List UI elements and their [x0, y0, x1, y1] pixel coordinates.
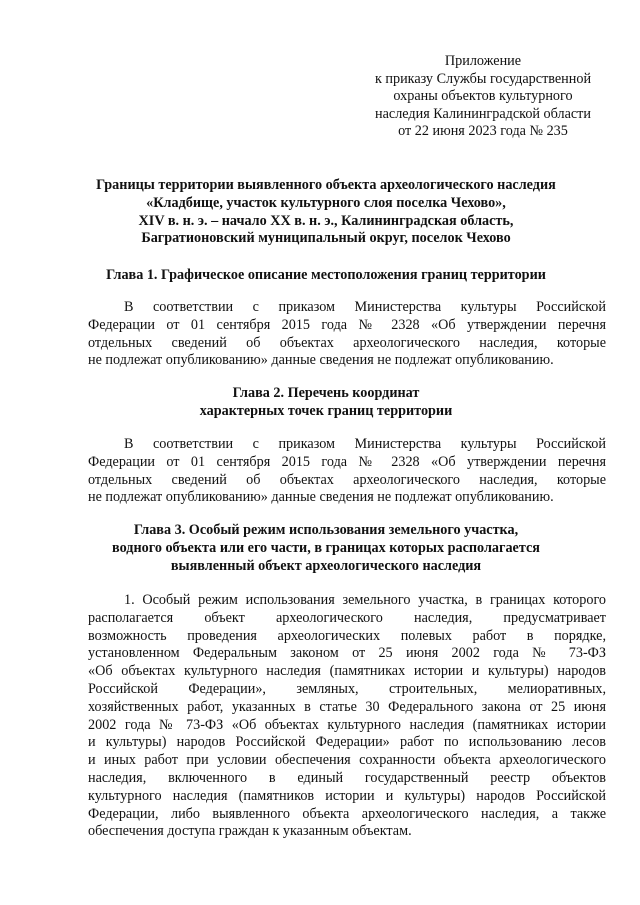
chapter-1-paragraph — [88, 299, 606, 370]
title-line: Багратионовский муниципальный округ, поселок Чехово — [141, 230, 511, 247]
chapter-2-heading — [76, 385, 576, 421]
chapter-1-heading — [76, 267, 576, 285]
chapter-3-heading — [76, 522, 576, 575]
paragraph-line: В соответствии с приказом Министерства культуры Российской — [124, 299, 606, 315]
paragraph-line: возможность проведения археологических полевых работ в порядке, — [88, 627, 606, 644]
paragraph-line: культурного наследия (памятников истории и культуры) народов Российской — [88, 787, 606, 804]
title-line: XIV в. н. э. – начало XX в. н. э., Калининградская область, — [138, 212, 514, 229]
appendix-line: наследия Калининградской области — [375, 105, 591, 122]
heading-line: Глава 1. Графическое описание местоположения границ территории — [106, 267, 546, 283]
paragraph-line: В соответствии с приказом Министерства культуры Российской — [124, 436, 606, 452]
title-line: Границы территории выявленного объекта археологического наследия — [96, 177, 556, 193]
paragraph-line: наследия, включенного в единый государственный реестр объектов — [88, 769, 606, 786]
paragraph-line: хозяйственных работ, указанных в статье 30 Федерального закона от 25 июня — [88, 698, 606, 715]
paragraph-line: установленном Федеральным законом от 25 июня 2002 года № 73-ФЗ — [88, 645, 606, 662]
appendix-line: к приказу Службы государственной — [374, 70, 592, 87]
appendix-line: Приложение — [444, 53, 522, 69]
paragraph-line: и культуры) народов Российской Федерации» работ по использованию лесов — [88, 734, 606, 751]
heading-line: Глава 2. Перечень координат — [232, 385, 420, 401]
appendix-line: от 22 июня 2023 года № 235 — [398, 123, 568, 140]
paragraph-line: Российской Федерации», земляных, строительных, мелиоративных, — [88, 680, 606, 697]
paragraph-line: отдельных сведений об объектах археологического наследия, которые — [88, 334, 606, 351]
chapter-2-paragraph — [88, 436, 606, 507]
title-line: «Кладбище, участок культурного слоя поселка Чехово», — [146, 194, 506, 211]
heading-line: выявленный объект археологического наследия — [170, 557, 482, 574]
paragraph-line: обеспечения доступа граждан к указанным объектам. — [88, 823, 412, 840]
paragraph-line: располагается объект археологического наследия, предусматривает — [88, 609, 606, 626]
heading-line: характерных точек границ территории — [199, 402, 453, 419]
paragraph-line: и иных работ при условии обеспечения сохранности объекта археологического — [88, 752, 606, 769]
paragraph-line: отдельных сведений об объектах археологического наследия, которые — [88, 471, 606, 488]
document-title — [76, 177, 576, 248]
heading-line: водного объекта или его части, в границах которых располагается — [112, 539, 540, 556]
appendix-block — [352, 53, 614, 141]
paragraph-line: 2002 года № 73-ФЗ «Об объектах культурного наследия (памятниках истории — [88, 716, 606, 733]
heading-line: Глава 3. Особый режим использования земельного участка, — [133, 522, 519, 538]
chapter-3-paragraph — [88, 592, 606, 841]
paragraph-line: Федерации от 01 сентября 2015 года № 2328 «Об утверждении перечня — [88, 453, 606, 470]
paragraph-line: Федерации от 01 сентября 2015 года № 2328 «Об утверждении перечня — [88, 316, 606, 333]
paragraph-line: 1. Особый режим использования земельного участка, в границах которого — [124, 592, 606, 608]
paragraph-line: не подлежат опубликованию» данные сведения не подлежат опубликованию. — [88, 352, 554, 369]
paragraph-line: «Об объектах культурного наследия (памятниках истории и культуры) народов — [88, 663, 606, 680]
appendix-line: охраны объектов культурного — [393, 88, 573, 105]
paragraph-line: Федерации, либо выявленного объекта археологического наследия, а также — [88, 805, 606, 822]
paragraph-line: не подлежат опубликованию» данные сведения не подлежат опубликованию. — [88, 489, 554, 506]
